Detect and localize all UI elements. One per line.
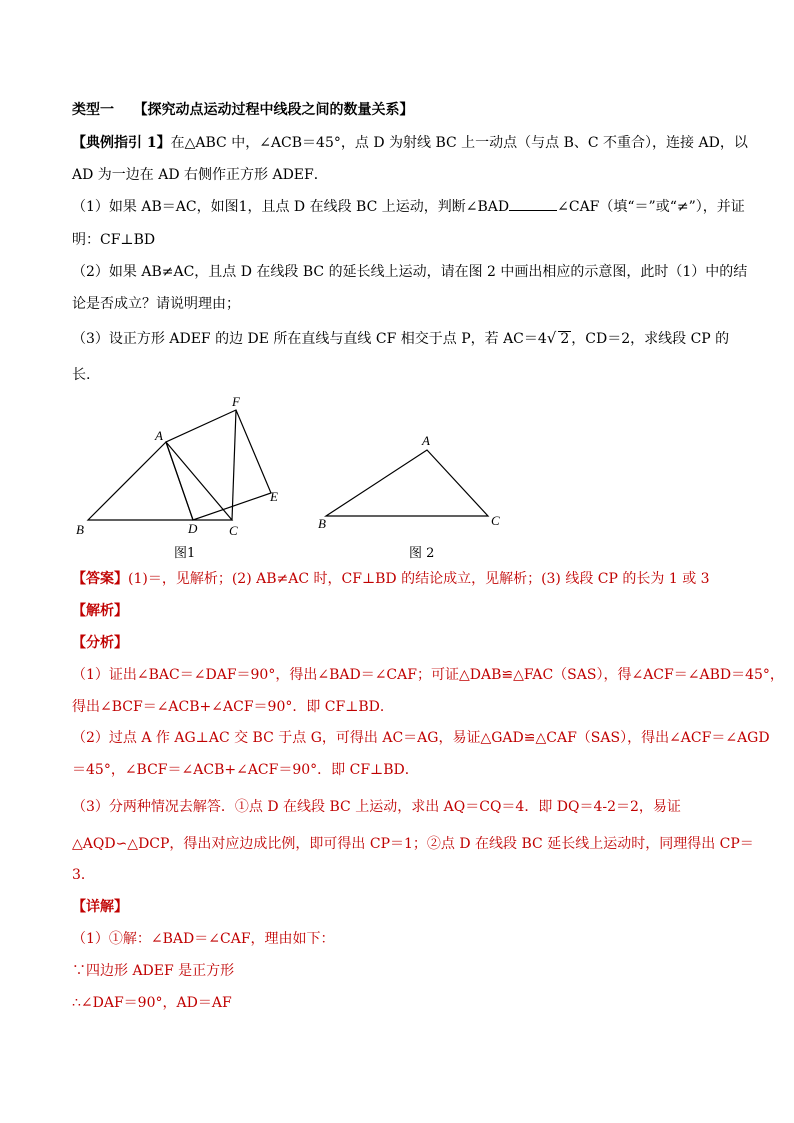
analysis-p3-line3: 3． — [72, 867, 95, 883]
q3-part1: （3）设正方形 ADEF 的边 DE 所在直线与直线 CF 相交于点 P，若 AC＝4 — [72, 331, 547, 347]
detail-line1: （1）①解：∠BAD＝∠CAF，理由如下： — [72, 931, 335, 947]
detail-tag: 【详解】 — [72, 899, 128, 915]
detail-line3: ∴∠DAF＝90°，AD＝AF — [72, 995, 232, 1011]
problem-tag: 【典例指引 1】 — [72, 135, 171, 151]
problem-intro-line2: AD 为一边在 AD 右侧作正方形 ADEF． — [72, 167, 328, 183]
question3-line2: 长. — [72, 367, 91, 383]
figure1-segment-cf — [232, 410, 236, 520]
figure1-triangle-abc — [88, 442, 232, 520]
answer-text: (1)＝，见解析；(2) AB≠AC 时，CF⊥BD 的结论成立，见解析；(3) 线段 CP 的长为 1 或 3 — [128, 571, 710, 587]
fig1-label-a: A — [155, 428, 163, 443]
figure2-triangle-abc — [326, 450, 488, 516]
fig1-label-e: E — [270, 489, 278, 504]
question1-line2: 明：CF⊥BD — [72, 232, 156, 248]
detail-line2: ∵四边形 ADEF 是正方形 — [72, 963, 235, 979]
fig1-label-f: F — [232, 394, 240, 409]
analysis-p3-line1: （3）分两种情况去解答．①点 D 在线段 BC 上运动，求出 AQ＝CQ＝4．即 DQ＝4-2＝2，易证 — [72, 799, 681, 815]
q1-part2: ∠CAF（填“＝”或“≠”），并证 — [557, 199, 745, 215]
analysis-p2-line1: （2）过点 A 作 AG⊥AC 交 BC 于点 G，可得出 AC＝AG，易证△GAD≌△CAF（SAS），得出∠ACF＝∠AGD — [72, 730, 770, 746]
fig1-label-c: C — [229, 523, 238, 538]
figure2-drawing — [326, 450, 488, 516]
question2-line2: 论是否成立？请说明理由； — [72, 296, 240, 312]
heading-label: 类型一 — [72, 102, 114, 118]
q1-part1: （1）如果 AB＝AC，如图1，且点 D 在线段 BC 上运动，判断∠BAD — [72, 199, 510, 215]
analysis-tag: 【解析】 — [72, 603, 128, 619]
figure2-caption: 图 2 — [409, 546, 435, 561]
fig1-label-d: D — [188, 521, 198, 536]
fig1-label-b: B — [76, 522, 84, 537]
sqrt-symbol: √ — [546, 329, 557, 347]
q3-part2: ，CD＝2，求线段 CP 的 — [571, 331, 730, 347]
answer-line — [72, 570, 710, 588]
analysis-p1-line1: （1）证出∠BAC＝∠DAF＝90°，得出∠BAD＝∠CAF；可证△DAB≌△FAC（SAS），得∠ACF＝∠ABD＝45°， — [72, 667, 784, 683]
heading-title: 【探究动点运动过程中线段之间的数量关系】 — [133, 102, 414, 118]
figure1-drawing — [88, 410, 271, 520]
analysis-p3-line2: △AQD∽△DCP，得出对应边成比例，即可得出 CP＝1；②点 D 在线段 BC 延长线上运动时，同理得出 CP＝ — [72, 836, 754, 852]
sqrt-radicand: 2 — [560, 331, 570, 347]
problem-intro1: 在△ABC 中，∠ACB＝45°，点 D 为射线 BC 上一动点（与点 B、C 不重合），连接 AD，以 — [170, 135, 748, 151]
analysis-p2-line2: ＝45°，∠BCF＝∠ACB+∠ACF＝90°．即 CF⊥BD． — [72, 762, 419, 778]
figure1-caption: 图1 — [174, 546, 196, 561]
question2-line1: （2）如果 AB≠AC，且点 D 在线段 BC 的延长线上运动，请在图 2 中画出相应的示意图，此时（1）中的结 — [72, 264, 748, 280]
fig2-label-c: C — [491, 513, 500, 528]
answer-tag: 【答案】 — [72, 571, 128, 587]
fig2-label-a: A — [422, 433, 430, 448]
analysis-p1-line2: 得出∠BCF＝∠ACB+∠ACF＝90°．即 CF⊥BD． — [72, 699, 394, 715]
analysis-subtag: 【分析】 — [72, 635, 128, 651]
fig2-label-b: B — [318, 516, 326, 531]
